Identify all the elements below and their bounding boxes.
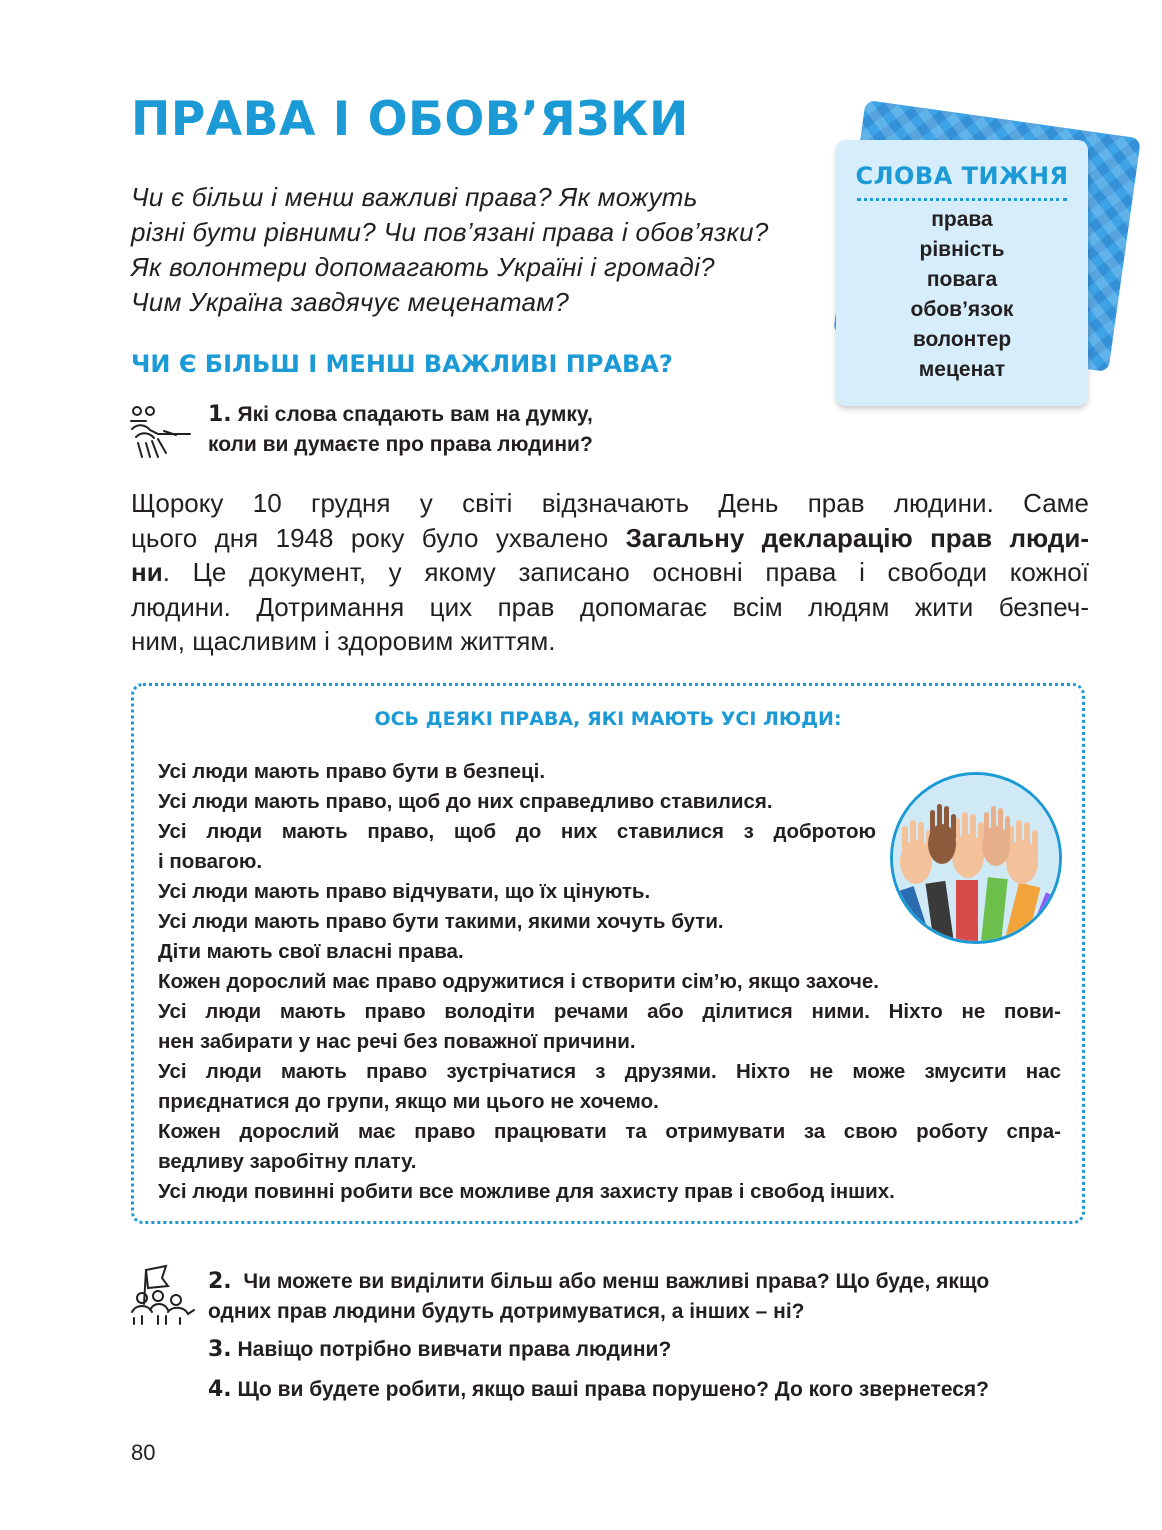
card-word: меценат: [918, 358, 1006, 381]
question-text: одних прав людини будуть дотримуватися, а інших – ні?: [208, 1300, 805, 1323]
question-number: 1.: [208, 402, 232, 427]
right-item: Усі люди мають право володіти речами або ділитися ними. Ніхто не пови-: [158, 1000, 1061, 1023]
words-of-week-card: [836, 140, 1088, 406]
question-text: Чи можете ви виділити більш або менш важливі права? Що буде, якщо: [243, 1270, 990, 1293]
paragraph-line: ним, щасливим і здоровим життям.: [131, 626, 556, 656]
question-text: Що ви будете робити, якщо ваші права порушено? До кого звернетеся?: [237, 1378, 989, 1401]
declaration-name: Загальну декларацію прав люди-: [625, 522, 1090, 553]
right-item: і повагою.: [158, 850, 263, 873]
right-item: Усі люди мають право зустрічатися з друзями. Ніхто не може змусити нас: [158, 1060, 1061, 1083]
card-word: рівність: [919, 238, 1005, 261]
intro-line: різні бути рівними? Чи пов’язані права і обов’язки?: [131, 217, 769, 247]
right-item: Діти мають свої власні права.: [158, 940, 464, 963]
paragraph-text: цього дня 1948 року було ухвалено: [131, 522, 626, 553]
paragraph-line: людини. Дотримання цих прав допомагає всім людям жити безпеч-: [131, 591, 1089, 622]
question-2: [208, 1267, 989, 1327]
paragraph-line: [131, 555, 1089, 590]
page-number: 80: [131, 1440, 156, 1465]
raised-hands-photo: [888, 770, 1064, 946]
declaration-name-end: ни: [131, 557, 163, 587]
question-1: [208, 400, 593, 460]
intro-questions: [131, 180, 851, 320]
intro-line: Чи є більш і менш важливі права? Як можуть: [131, 182, 698, 212]
question-4: [208, 1375, 989, 1405]
card-word: права: [931, 208, 993, 231]
right-item: Усі люди мають право, щоб до них ставилися з добротою: [158, 820, 876, 843]
right-item: Усі люди мають право, щоб до них справедливо ставилися.: [158, 790, 773, 813]
question-number: 2.: [208, 1269, 232, 1294]
group-discussion-icon: [128, 1264, 198, 1326]
tug-of-war-icon: [128, 403, 194, 463]
question-text: Навіщо потрібно вивчати права людини?: [237, 1338, 672, 1361]
right-item: нен забирати у нас речі без поважної причини.: [158, 1030, 636, 1053]
right-item: Кожен дорослий має право працювати та отримувати за свою роботу спра-: [158, 1120, 1061, 1143]
question-text: Які слова спадають вам на думку,: [237, 403, 593, 426]
right-item: Кожен дорослий має право одружитися і створити сім’ю, якщо захоче.: [158, 970, 880, 993]
right-item: приєднатися до групи, якщо ми цього не хочемо.: [158, 1090, 659, 1113]
question-number: 4.: [208, 1377, 232, 1402]
card-word: повага: [926, 268, 998, 291]
right-item: Усі люди мають право бути такими, якими хочуть бути.: [158, 910, 724, 933]
paragraph-line: Щороку 10 грудня у світі відзначають День прав людини. Саме: [131, 488, 1089, 518]
question-number: 3.: [208, 1337, 232, 1362]
right-item: Усі люди мають право відчувати, що їх цінують.: [158, 880, 651, 903]
right-item: Усі люди повинні робити все можливе для захисту прав і свобод інших.: [158, 1180, 895, 1203]
intro-line: Як волонтери допомагають Україні і громаді?: [131, 252, 715, 282]
section-heading: ЧИ Є БІЛЬШ І МЕНШ ВАЖЛИВІ ПРАВА?: [131, 350, 673, 378]
question-3: [208, 1335, 671, 1365]
right-item: Усі люди мають право бути в безпеці.: [158, 760, 546, 783]
right-item: ведливу заробітну плату.: [158, 1150, 417, 1173]
dotted-divider: [857, 198, 1067, 201]
page-title: ПРАВА І ОБОВ’ЯЗКИ: [131, 92, 689, 147]
card-word: обов’язок: [910, 298, 1014, 321]
rights-heading: ОСЬ ДЕЯКІ ПРАВА, ЯКІ МАЮТЬ УСІ ЛЮДИ:: [374, 708, 842, 730]
words-card-title: СЛОВА ТИЖНЯ: [855, 162, 1069, 190]
question-text: коли ви думаєте про права людини?: [208, 433, 593, 456]
intro-line: Чим Україна завдячує меценатам?: [131, 287, 570, 317]
card-word: волонтер: [912, 328, 1012, 351]
paragraph-line: [131, 521, 1089, 556]
paragraph-text: . Це документ, у якому записано основні права і свободи кожної: [162, 557, 1089, 587]
declaration-paragraph: [131, 486, 1089, 659]
